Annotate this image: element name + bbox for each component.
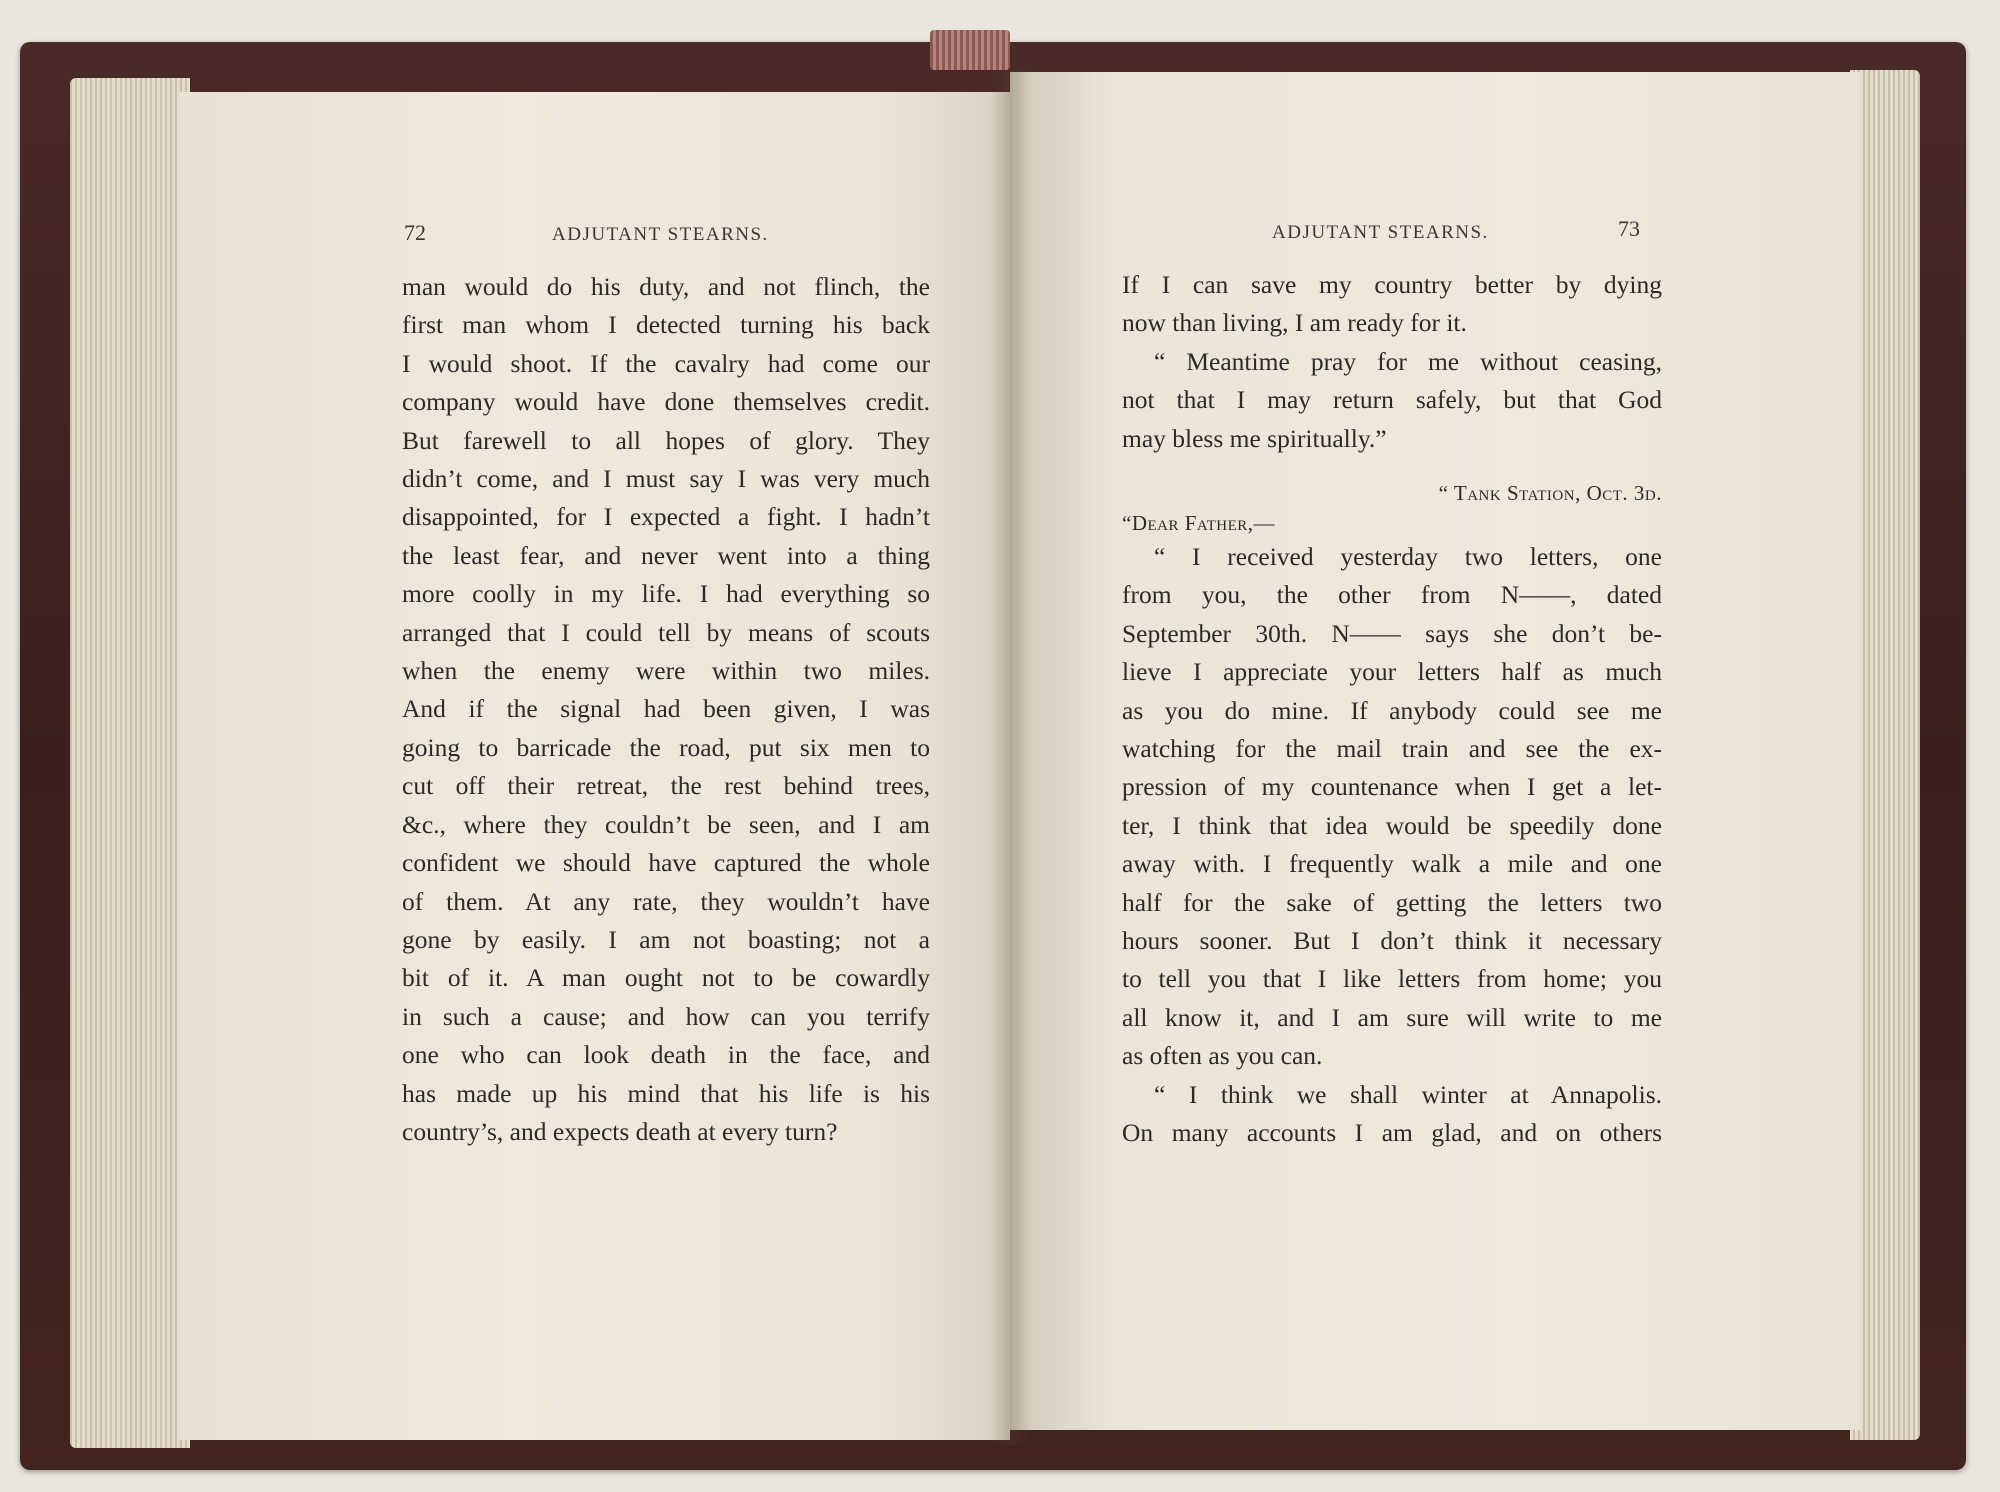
text-line: away with. I frequently walk a mile and one	[1122, 849, 1662, 879]
text-line: cut off their retreat, the rest behind trees,	[402, 771, 930, 801]
text-line: lieve I appreciate your letters half as much	[1122, 657, 1662, 687]
text-line: “ I think we shall winter at Annapolis.	[1154, 1079, 1662, 1109]
text-line: I would shoot. If the cavalry had come our	[402, 348, 930, 378]
right-running-head: ADJUTANT STEARNS.	[1272, 222, 1489, 243]
text-line: gone by easily. I am not boasting; not a	[402, 924, 930, 954]
text-line: But farewell to all hopes of glory. They	[402, 425, 930, 455]
book-gutter-shadow	[990, 70, 1030, 1445]
text-line: country’s, and expects death at every turn?	[402, 1116, 838, 1146]
text-line: more coolly in my life. I had everything so	[402, 579, 930, 609]
text-line: has made up his mind that his life is his	[402, 1078, 930, 1108]
text-line: And if the signal had been given, I was	[402, 694, 930, 724]
text-line: to tell you that I like letters from home; you	[1122, 964, 1662, 994]
letter-salutation: “Dear Father,—	[1122, 511, 1275, 535]
right-page	[1010, 72, 1860, 1430]
text-line: half for the sake of getting the letters two	[1122, 887, 1662, 917]
text-line: hours sooner. But I don’t think it necessary	[1122, 926, 1662, 956]
text-line: may bless me spiritually.”	[1122, 423, 1387, 453]
text-line: On many accounts I am glad, and on others	[1122, 1118, 1662, 1148]
text-line: one who can look death in the face, and	[402, 1040, 930, 1070]
text-line: all know it, and I am sure will write to me	[1122, 1002, 1662, 1032]
text-line: didn’t come, and I must say I was very much	[402, 464, 930, 494]
text-line: of them. At any rate, they wouldn’t have	[402, 886, 930, 916]
text-line: first man whom I detected turning his back	[402, 310, 930, 340]
text-line: bit of it. A man ought not to be cowardly	[402, 963, 930, 993]
text-line: If I can save my country better by dying	[1122, 270, 1662, 299]
text-line: arranged that I could tell by means of scouts	[402, 617, 930, 647]
text-line: from you, the other from N——, dated	[1122, 580, 1662, 610]
text-line: confident we should have captured the whole	[402, 848, 930, 878]
right-page-body-top	[1122, 266, 1662, 458]
text-line: September 30th. N—— says she don’t be-	[1122, 618, 1662, 648]
text-line: in such a cause; and how can you terrify	[402, 1001, 930, 1031]
right-page-body-bottom	[1122, 538, 1662, 1153]
left-page	[180, 92, 1010, 1440]
text-line: as often as you can.	[1122, 1041, 1323, 1071]
text-line: man would do his duty, and not flinch, the	[402, 272, 930, 301]
left-page-edges	[70, 78, 190, 1448]
text-line: when the enemy were within two miles.	[402, 656, 930, 686]
text-line: the least fear, and never went into a thing	[402, 540, 930, 570]
left-running-head: ADJUTANT STEARNS.	[552, 224, 769, 245]
left-page-number: 72	[404, 220, 426, 245]
text-line: now than living, I am ready for it.	[1122, 308, 1467, 338]
left-page-body	[402, 268, 930, 1151]
letter-heading	[1122, 478, 1662, 538]
text-line: not that I may return safely, but that God	[1122, 385, 1662, 415]
right-page-number: 73	[1618, 216, 1640, 241]
text-line: as you do mine. If anybody could see me	[1122, 695, 1662, 725]
text-line: disappointed, for I expected a fight. I hadn’t	[402, 502, 930, 532]
text-line: going to barricade the road, put six men to	[402, 732, 930, 762]
text-line: company would have done themselves credit.	[402, 387, 930, 417]
spine-headband	[930, 30, 1010, 70]
text-line: “ Meantime pray for me without ceasing,	[1154, 346, 1662, 376]
text-line: “ I received yesterday two letters, one	[1154, 542, 1662, 571]
letter-dateline: “ Tank Station, Oct. 3d.	[1438, 481, 1662, 505]
text-line: watching for the mail train and see the ex-	[1122, 734, 1662, 764]
text-line: ter, I think that idea would be speedily done	[1122, 810, 1662, 840]
text-line: &c., where they couldn’t be seen, and I am	[402, 809, 930, 839]
text-line: pression of my countenance when I get a let-	[1122, 772, 1662, 802]
right-page-edges	[1850, 70, 1920, 1440]
